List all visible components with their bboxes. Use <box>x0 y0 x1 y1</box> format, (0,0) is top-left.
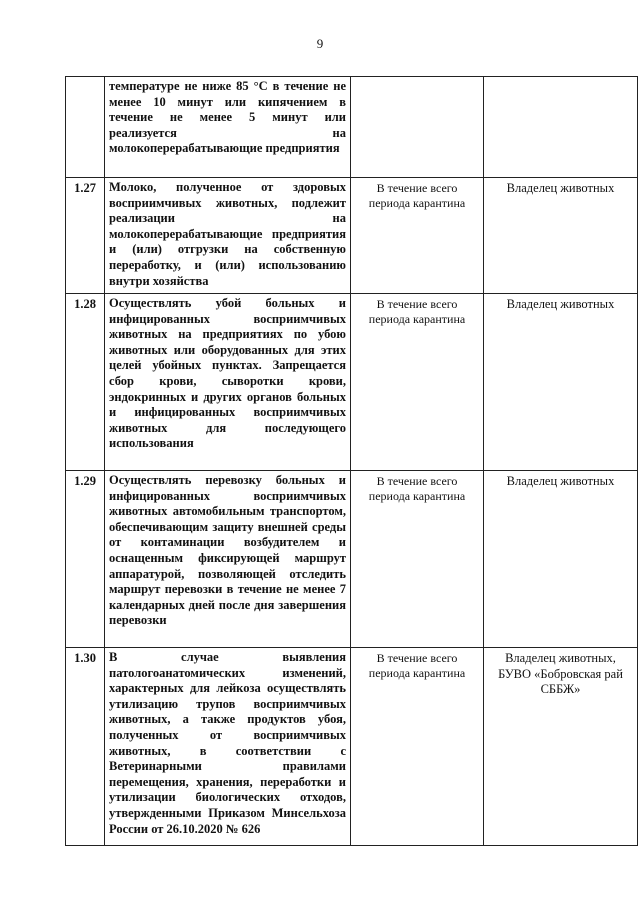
measure-text: В случае выявления патологоанатомических изменений, характерных для лейкоза осуществлять утилизацию трупов восприимчивых животных, а также продуктов убоя, полученных от восприимчивых животных, в соответствии с Ветеринарными правилами перемещения, хранения, переработки и утилизации биологических отходов, утвержденными Приказом Минсельхоза России от 26.10.2020 № 626 <box>109 650 346 836</box>
measure-responsible: Владелец животных, БУВО «Бобровская рай СББЖ» <box>484 648 638 846</box>
measure-term: В течение всего периода карантина <box>351 471 484 648</box>
measure-description <box>105 294 351 471</box>
table-row <box>66 648 638 846</box>
table-row <box>66 294 638 471</box>
measure-responsible: Владелец животных <box>484 471 638 648</box>
measure-term: В течение всего периода карантина <box>351 294 484 471</box>
row-number: 1.28 <box>66 294 105 471</box>
measure-term <box>351 77 484 178</box>
row-number: 1.27 <box>66 178 105 294</box>
measure-term: В течение всего периода карантина <box>351 178 484 294</box>
measure-text: температуре не ниже 85 °С в течение не менее 10 минут или кипячением в течение не менее 5 минут или реализуется на молокоперерабатывающие предприятия <box>109 79 346 156</box>
row-number <box>66 77 105 178</box>
row-number: 1.30 <box>66 648 105 846</box>
measure-description <box>105 178 351 294</box>
measures-table <box>65 76 638 846</box>
table-row <box>66 471 638 648</box>
table-row <box>66 77 638 178</box>
table-row <box>66 178 638 294</box>
measure-text: Молоко, полученное от здоровых восприимчивых животных, подлежит реализации на молокоперерабатывающие предприятия и (или) отгрузки на собственную переработку, и (или) использованию внутри хозяйства <box>109 180 346 288</box>
measure-description <box>105 648 351 846</box>
measure-description <box>105 77 351 178</box>
measure-text: Осуществлять перевозку больных и инфицированных восприимчивых животных автомобильным транспортом, обеспечивающим защиту внешней среды от контаминации возбудителем и оснащенным фиксирующей маршрут аппаратурой, позволяющей отследить маршрут перевозки в течение не менее 7 календарных дней после дня завершения перевозки <box>109 473 346 628</box>
row-number: 1.29 <box>66 471 105 648</box>
measure-term: В течение всего периода карантина <box>351 648 484 846</box>
measure-responsible: Владелец животных <box>484 294 638 471</box>
page-number: 9 <box>316 36 324 51</box>
measure-text: Осуществлять убой больных и инфицированных восприимчивых животных на предприятиях по убою животных или оборудованных для этих целей убойных пунктах. Запрещается сбор крови, сыворотки крови, эндокринных и других органов больных и инфицированных восприимчивых животных для последующего использования <box>109 296 346 451</box>
measure-responsible: Владелец животных <box>484 178 638 294</box>
measure-responsible <box>484 77 638 178</box>
measure-description <box>105 471 351 648</box>
